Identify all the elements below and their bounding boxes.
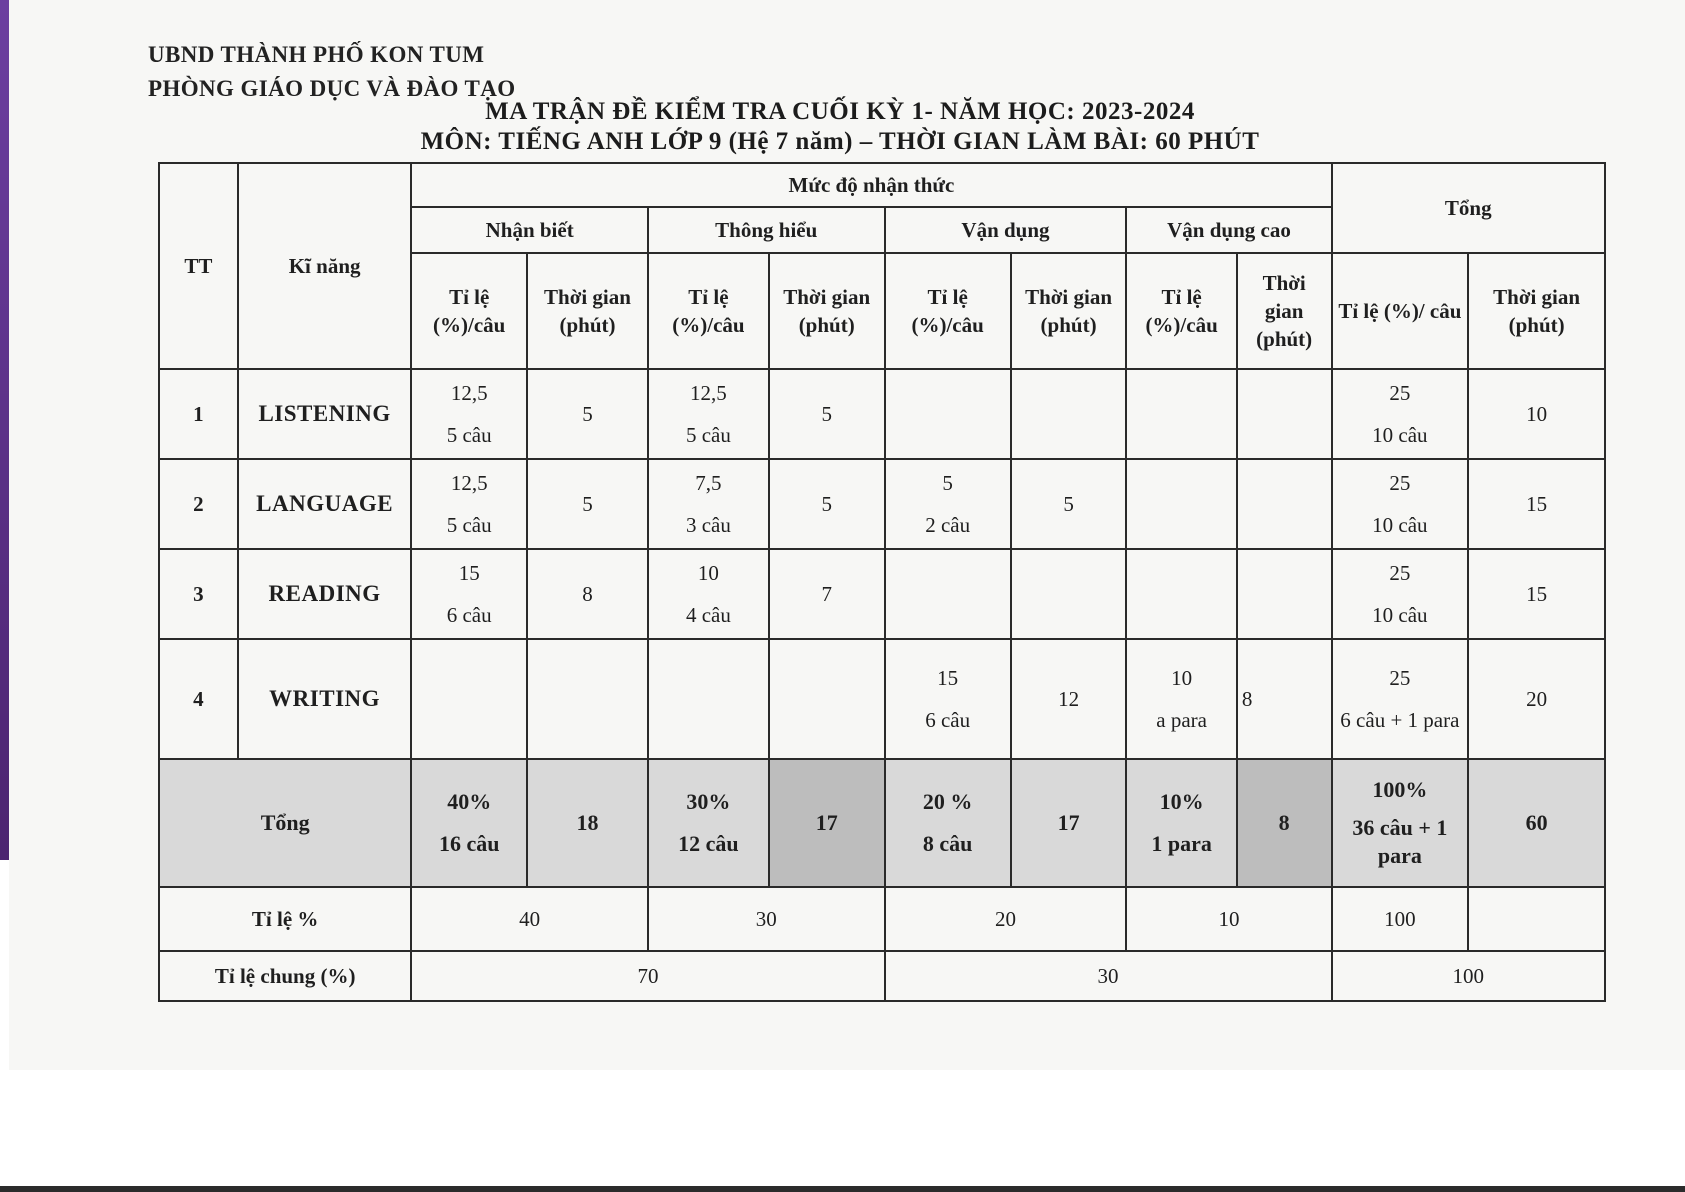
sub-total-time: Thời gian (phút) [1468, 253, 1605, 369]
bottom-edge [0, 1186, 1685, 1192]
time-cell [527, 639, 648, 759]
time-cell: 5 [1011, 459, 1127, 549]
time-cell: 8 [527, 549, 648, 639]
ratio-application: 20 [885, 887, 1127, 951]
total-ratio-cell: 25 10 câu [1332, 369, 1469, 459]
row-number: 1 [159, 369, 238, 459]
total-ratio-cell: 25 10 câu [1332, 549, 1469, 639]
ratio-cell [1126, 369, 1236, 459]
ratio-cell: 15 6 câu [885, 639, 1011, 759]
table-row [159, 459, 1605, 549]
time-cell [1237, 459, 1332, 549]
time-cell: 8 [1237, 639, 1332, 759]
ratio-cell: 5 2 câu [885, 459, 1011, 549]
total-ratio-cell: 10% 1 para [1126, 759, 1236, 887]
ratio-empty [1468, 887, 1605, 951]
table-row [159, 369, 1605, 459]
ratio-high-application: 10 [1126, 887, 1331, 951]
skill-name: LISTENING [238, 369, 412, 459]
ratio-recognition: 40 [411, 887, 648, 951]
header-level-recognition: Nhận biết [411, 207, 648, 253]
general-ratio-total: 100 [1332, 951, 1605, 1001]
ratio-cell [885, 369, 1011, 459]
total-time-cell: 10 [1468, 369, 1605, 459]
ratio-cell: 12,5 5 câu [411, 459, 527, 549]
time-cell [1237, 549, 1332, 639]
table-row [159, 639, 1605, 759]
time-cell [1011, 549, 1127, 639]
ratio-cell [885, 549, 1011, 639]
total-time-cell: 17 [1011, 759, 1127, 887]
total-time-cell: 15 [1468, 549, 1605, 639]
header-level-application: Vận dụng [885, 207, 1127, 253]
sub-time: Thời gian (phút) [769, 253, 885, 369]
header-line-2: PHÒNG GIÁO DỤC VÀ ĐÀO TẠO [148, 76, 516, 101]
ratio-cell [1126, 459, 1236, 549]
total-time-cell: 20 [1468, 639, 1605, 759]
background-edge [0, 0, 9, 860]
total-time-cell: 18 [527, 759, 648, 887]
general-ratio-left: 70 [411, 951, 884, 1001]
sub-ratio: Tỉ lệ (%)/câu [648, 253, 769, 369]
table-row [159, 549, 1605, 639]
ratio-cell: 12,5 5 câu [648, 369, 769, 459]
general-ratio-label: Tỉ lệ chung (%) [159, 951, 411, 1001]
ratio-cell: 12,5 5 câu [411, 369, 527, 459]
exam-matrix-table [158, 162, 1606, 1002]
ratio-cell: 10 4 câu [648, 549, 769, 639]
sub-ratio: Tỉ lệ (%)/câu [1126, 253, 1236, 369]
sub-time: Thời gian (phút) [1011, 253, 1127, 369]
header-tt: TT [159, 163, 238, 369]
time-cell [1237, 369, 1332, 459]
time-cell: 5 [769, 459, 885, 549]
total-ratio-cell: 25 10 câu [1332, 459, 1469, 549]
header-skill: Kĩ năng [238, 163, 412, 369]
time-cell: 12 [1011, 639, 1127, 759]
skill-name: LANGUAGE [238, 459, 412, 549]
page-margin [0, 1070, 1685, 1192]
total-time-cell: 17 [769, 759, 885, 887]
sub-total-ratio: Tỉ lệ (%)/ câu [1332, 253, 1469, 369]
total-row [159, 759, 1605, 887]
ratio-label: Tỉ lệ % [159, 887, 411, 951]
time-cell: 7 [769, 549, 885, 639]
ratio-cell [1126, 549, 1236, 639]
ratio-cell: 10 a para [1126, 639, 1236, 759]
ratio-cell: 7,5 3 câu [648, 459, 769, 549]
total-time-cell: 15 [1468, 459, 1605, 549]
time-cell: 5 [527, 459, 648, 549]
total-ratio-cell: 40% 16 câu [411, 759, 527, 887]
time-cell [769, 639, 885, 759]
row-number: 2 [159, 459, 238, 549]
sub-time: Thời gian (phút) [1237, 253, 1332, 369]
header-line-1: UBND THÀNH PHỐ KON TUM [148, 42, 485, 67]
document-subtitle: MÔN: TIẾNG ANH LỚP 9 (Hệ 7 năm) – THỜI GIAN LÀM BÀI: 60 PHÚT [420, 128, 1260, 155]
time-cell: 5 [769, 369, 885, 459]
grand-total-ratio-cell: 100% 36 câu + 1 para [1332, 759, 1469, 887]
total-label: Tổng [159, 759, 411, 887]
document-title: MA TRẬN ĐỀ KIỂM TRA CUỐI KỲ 1- NĂM HỌC: 2023-2024 [485, 98, 1195, 125]
ratio-comprehension: 30 [648, 887, 885, 951]
row-number: 3 [159, 549, 238, 639]
total-time-cell: 8 [1237, 759, 1332, 887]
header-level-high-application: Vận dụng cao [1126, 207, 1331, 253]
row-number: 4 [159, 639, 238, 759]
ratio-row [159, 887, 1605, 951]
total-ratio-cell: 25 6 câu + 1 para [1332, 639, 1469, 759]
ratio-total: 100 [1332, 887, 1469, 951]
sub-ratio: Tỉ lệ (%)/câu [885, 253, 1011, 369]
total-ratio-cell: 30% 12 câu [648, 759, 769, 887]
time-cell [1011, 369, 1127, 459]
header-total: Tổng [1332, 163, 1605, 253]
time-cell: 5 [527, 369, 648, 459]
total-ratio-cell: 20 % 8 câu [885, 759, 1011, 887]
grand-total-time-cell: 60 [1468, 759, 1605, 887]
ratio-cell [648, 639, 769, 759]
sub-ratio: Tỉ lệ (%)/câu [411, 253, 527, 369]
document-header [148, 38, 516, 106]
ratio-cell: 15 6 câu [411, 549, 527, 639]
header-level-comprehension: Thông hiểu [648, 207, 885, 253]
general-ratio-right: 30 [885, 951, 1332, 1001]
skill-name: WRITING [238, 639, 412, 759]
general-ratio-row [159, 951, 1605, 1001]
skill-name: READING [238, 549, 412, 639]
header-cognitive-level: Mức độ nhận thức [411, 163, 1331, 207]
ratio-cell [411, 639, 527, 759]
sub-time: Thời gian (phút) [527, 253, 648, 369]
